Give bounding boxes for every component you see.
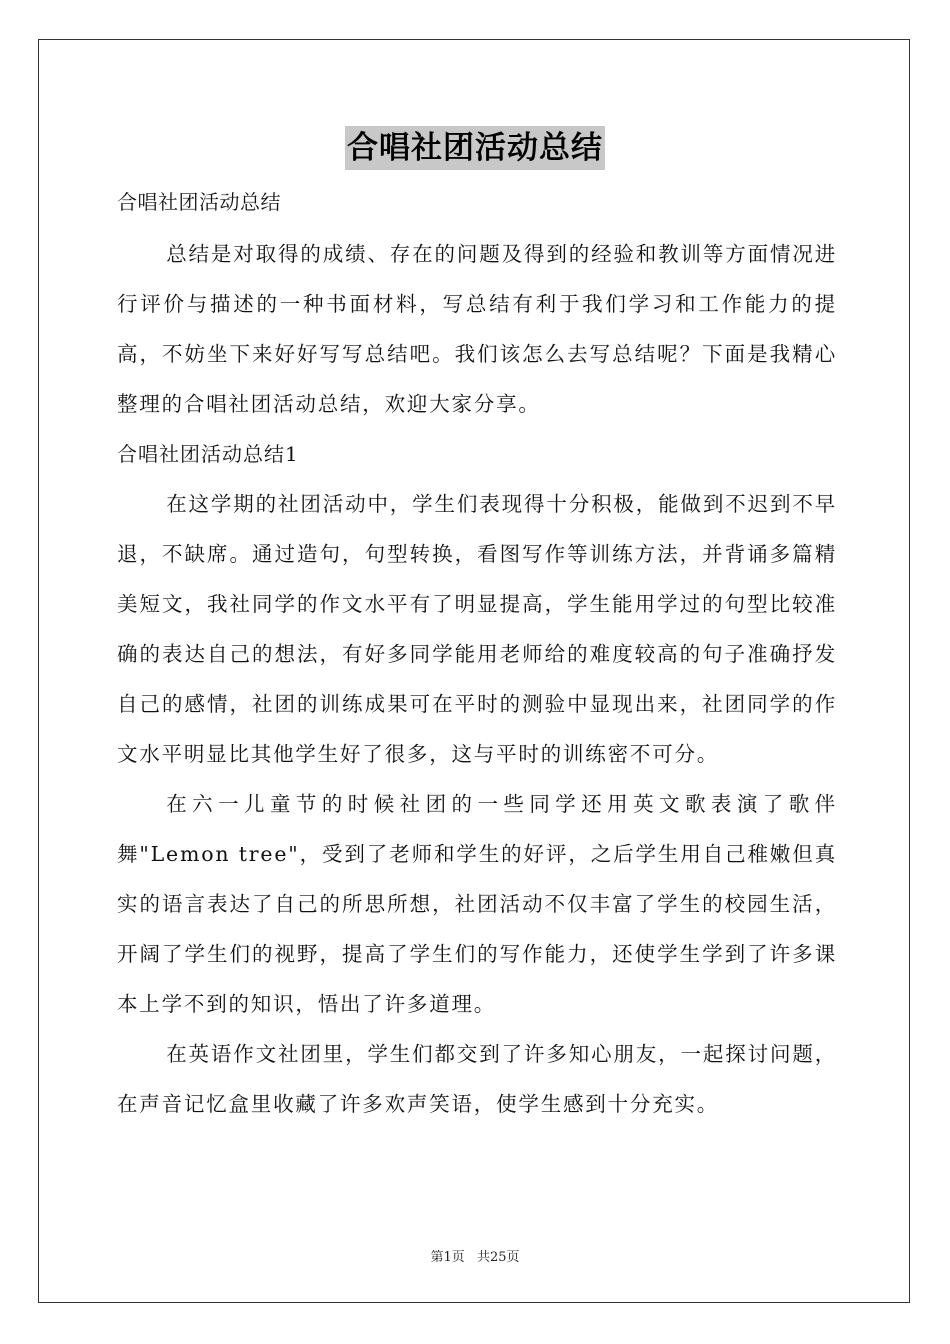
section-heading: 合唱社团活动总结1 [117, 442, 299, 466]
page-number: 第1页 [430, 1250, 465, 1265]
intro-paragraph: 总结是对取得的成绩、存在的问题及得到的经验和教训等方面情况进行评价与描述的一种书面材料，写总结有利于我们学习和工作能力的提高，不妨坐下来好好写写总结吧。我们该怎么去写总结呢？下面是我精心整理的合唱社团活动总结，欢迎大家分享。 [117, 242, 837, 416]
body-paragraph: 在这学期的社团活动中，学生们表现得十分积极，能做到不迟到不早退，不缺席。通过造句，句型转换，看图写作等训练方法，并背诵多篇精美短文，我社同学的作文水平有了明显提高，学生能用学过的句型比较准确的表达自己的想法，有好多同学能用老师给的难度较高的句子准确抒发自己的感情，社团的训练成果可在平时的测验中显现出来，社团同学的作文水平明显比其他学生好了很多，这与平时的训练密不可分。 [117, 492, 837, 766]
body-paragraph: 在六一儿童节的时候社团的一些同学还用英文歌表演了歌伴舞"Lemon tree"，受到了老师和学生的好评，之后学生用自己稚嫩但真实的语言表达了自己的所思所想，社团活动不仅丰富了学生的校园生活，开阔了学生们的视野，提高了学生们的写作能力，还使学生学到了许多课本上学不到的知识，悟出了许多道理。 [117, 792, 837, 1016]
page-total: 共25页 [476, 1250, 520, 1265]
page-footer [0, 1246, 950, 1265]
document-title: 合唱社团活动总结 [345, 126, 605, 170]
document-body [117, 178, 837, 1129]
body-paragraph: 在英语作文社团里，学生们都交到了许多知心朋友，一起探讨问题，在声音记忆盒里收藏了许多欢声笑语，使学生感到十分充实。 [117, 1042, 837, 1116]
title-container [0, 126, 950, 170]
document-subtitle: 合唱社团活动总结 [117, 190, 281, 214]
